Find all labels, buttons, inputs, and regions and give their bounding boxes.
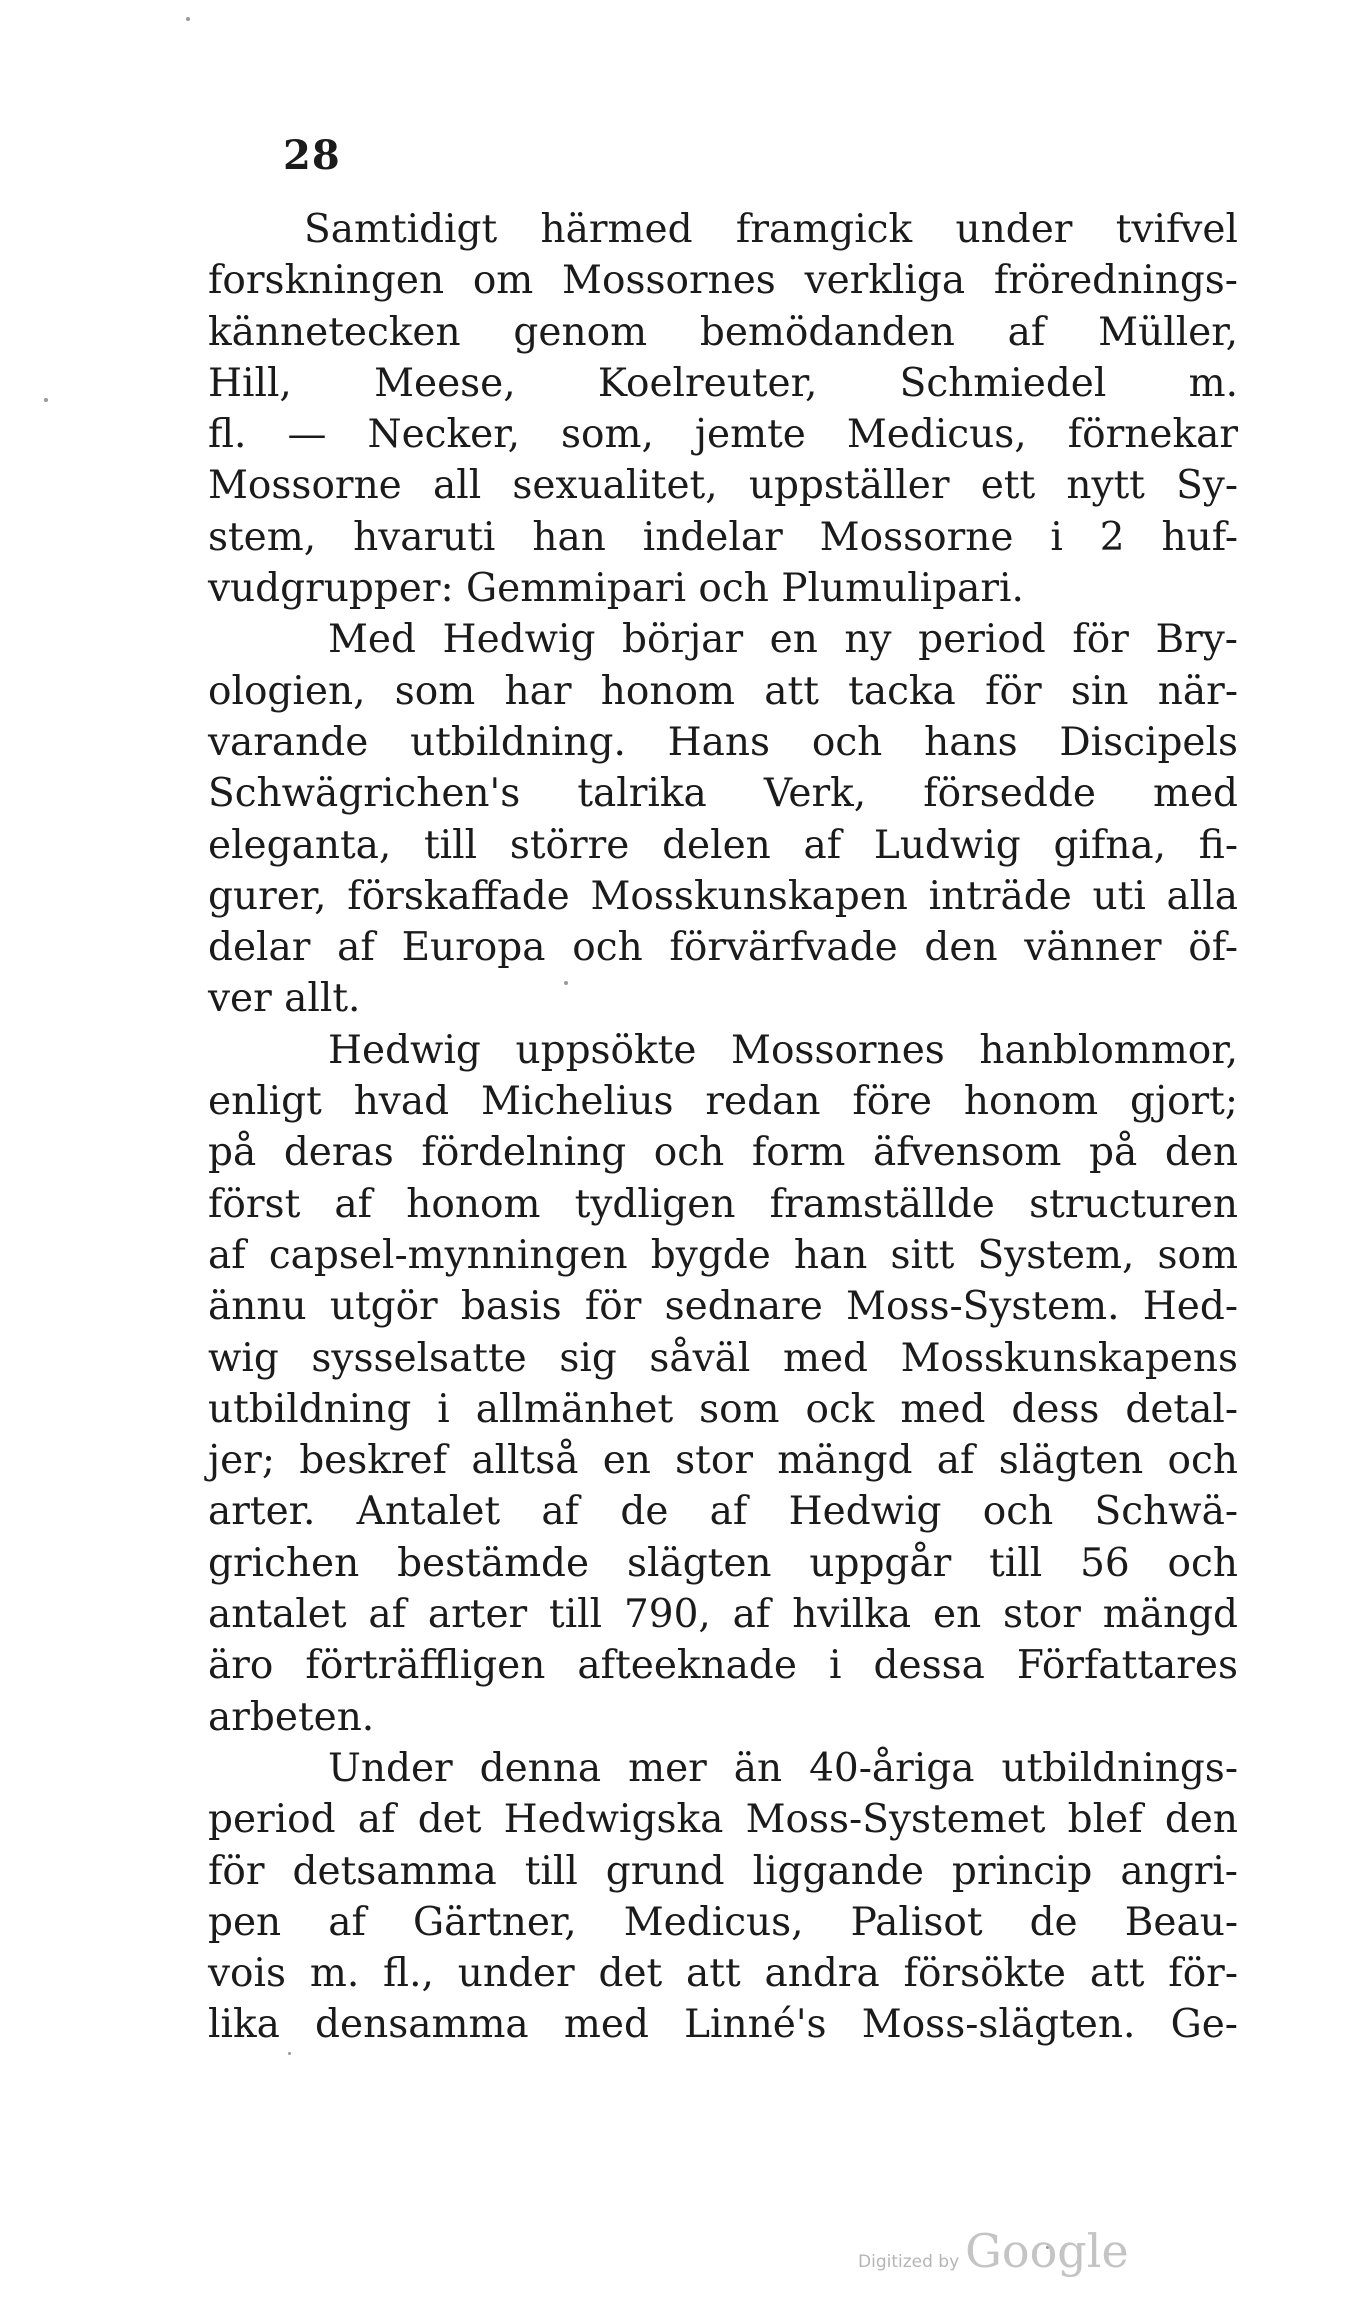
text-line: forskningen om Mossornes verkliga frörednings- <box>208 258 1238 304</box>
google-logo: Google <box>965 2224 1129 2278</box>
text-line: Samtidigt härmed framgick under tvifvel <box>304 207 1238 252</box>
text-line: först af honom tydligen framställde structuren <box>208 1181 1238 1227</box>
text-line: kännetecken genom bemödanden af Müller, <box>208 309 1238 355</box>
text-line: Med Hedwig börjar en ny period för Bry- <box>328 617 1238 663</box>
digitized-label: Digitized by <box>858 2252 960 2272</box>
text-line: gurer, förskaffade Mosskunskapen inträde uti alla <box>208 873 1238 919</box>
text-line: vudgrupper: Gemmipari och Plumulipari. <box>208 566 1024 612</box>
text-line: Schwägrichen's talrika Verk, försedde med <box>208 771 1238 817</box>
text-line: enligt hvad Michelius redan före honom gjort; <box>208 1079 1238 1125</box>
text-line: varande utbildning. Hans och hans Discipels <box>208 719 1238 765</box>
text-line: ologien, som har honom att tacka för sin när- <box>208 668 1238 714</box>
text-line: vois m. fl., under det att andra försökte att för- <box>208 1951 1238 1997</box>
text-line: fl. — Necker, som, jemte Medicus, förnekar <box>208 412 1238 458</box>
text-line: arter. Antalet af de af Hedwig och Schwä- <box>208 1489 1238 1535</box>
text-line: Hill, Meese, Koelreuter, Schmiedel m. <box>208 360 1238 406</box>
text-line: arbeten. <box>208 1694 375 1740</box>
digitized-by-google-watermark <box>858 2224 1129 2276</box>
text-line: wig sysselsatte sig såväl med Mosskunskapens <box>208 1335 1238 1381</box>
page-number: 28 <box>283 132 341 179</box>
text-line: eleganta, till större delen af Ludwig gifna, fi- <box>208 822 1238 868</box>
text-line: utbildning i allmänhet som ock med dess detal- <box>208 1386 1238 1432</box>
body-text <box>208 204 1238 2051</box>
text-line: ännu utgör basis för sednare Moss-System. Hed- <box>208 1284 1238 1330</box>
text-line: pen af Gärtner, Medicus, Palisot de Beau- <box>208 1899 1238 1945</box>
text-line: period af det Hedwigska Moss-Systemet blef den <box>208 1797 1238 1843</box>
text-line: äro förträffligen afteeknade i dessa Författares <box>208 1643 1238 1689</box>
text-line: delar af Europa och förvärfvade den vänner öf- <box>208 925 1238 971</box>
scan-speck <box>564 981 568 985</box>
text-line: Under denna mer än 40-åriga utbildnings- <box>328 1745 1238 1791</box>
text-line: lika densamma med Linné's Moss-slägten. Ge- <box>208 2002 1238 2048</box>
text-line: stem, hvaruti han indelar Mossorne i 2 huf- <box>208 514 1238 560</box>
text-line: jer; beskref alltså en stor mängd af slägten och <box>208 1438 1238 1484</box>
text-line: på deras fördelning och form äfvensom på den <box>208 1130 1238 1176</box>
text-line: antalet af arter till 790, af hvilka en stor mängd <box>208 1592 1238 1638</box>
text-line: grichen bestämde slägten uppgår till 56 och <box>208 1540 1238 1586</box>
text-line: ver allt. <box>208 976 361 1022</box>
text-line: för detsamma till grund liggande princip angri- <box>208 1848 1238 1894</box>
text-line: af capsel-mynningen bygde han sitt System, som <box>208 1232 1238 1278</box>
text-line: Mossorne all sexualitet, uppställer ett nytt Sy- <box>208 463 1238 509</box>
scan-speck <box>186 17 190 21</box>
scan-speck <box>288 2052 291 2055</box>
text-line: Hedwig uppsökte Mossornes hanblommor, <box>328 1027 1238 1073</box>
scan-speck <box>44 398 48 402</box>
